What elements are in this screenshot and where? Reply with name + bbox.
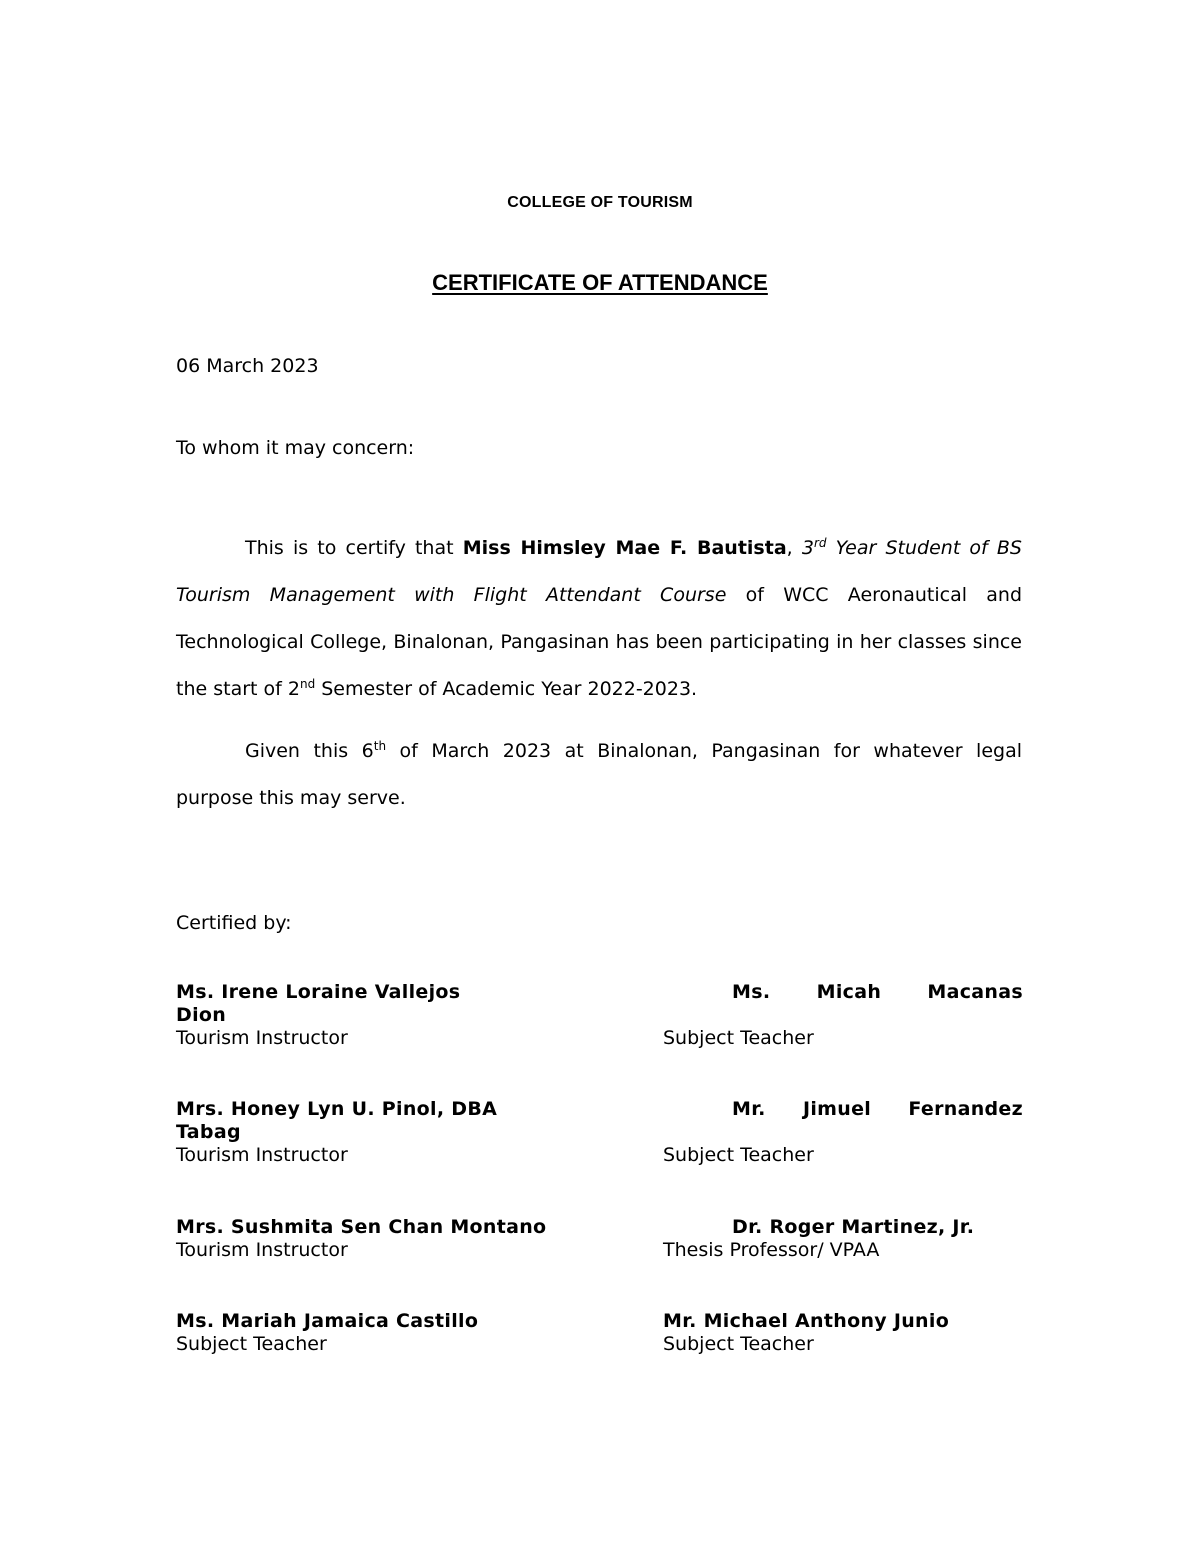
semester-ordinal: nd bbox=[299, 677, 316, 691]
signatory-2-name bbox=[663, 981, 1023, 1004]
para2-lead: Given this 6 bbox=[245, 740, 374, 762]
signatory-6-name: Dr. Roger Martinez, Jr. bbox=[732, 1216, 975, 1238]
signatory-4-name-word: Fernandez bbox=[908, 1098, 1023, 1120]
signatory-5 bbox=[176, 1216, 636, 1262]
signatory-3 bbox=[176, 1098, 506, 1167]
signatory-4-role: Subject Teacher bbox=[663, 1144, 814, 1166]
student-name: Miss Himsley Mae F. Bautista bbox=[462, 537, 787, 559]
signatory-5-name: Mrs. Sushmita Sen Chan Montano bbox=[176, 1216, 547, 1238]
signatory-8-role: Subject Teacher bbox=[663, 1333, 814, 1355]
signatory-7-role: Subject Teacher bbox=[176, 1333, 327, 1355]
letter-date: 06 March 2023 bbox=[176, 355, 319, 377]
salutation: To whom it may concern: bbox=[176, 437, 415, 459]
signatory-7 bbox=[176, 1310, 636, 1356]
signatory-6-role: Thesis Professor/ VPAA bbox=[663, 1239, 880, 1261]
signatory-1-name-cont: Dion bbox=[176, 1004, 227, 1026]
college-heading: COLLEGE OF TOURISM bbox=[507, 194, 693, 211]
signatory-2-name-word: Macanas bbox=[927, 981, 1023, 1003]
signatory-2-name-word: Ms. bbox=[732, 981, 771, 1003]
signatory-4-name bbox=[663, 1098, 1023, 1121]
signatory-7-name: Ms. Mariah Jamaica Castillo bbox=[176, 1310, 479, 1332]
signatory-3-name-cont: Tabag bbox=[176, 1121, 241, 1143]
signatory-3-name: Mrs. Honey Lyn U. Pinol, DBA bbox=[176, 1098, 498, 1120]
para1-tail: Semester of Academic Year 2022-2023. bbox=[315, 678, 698, 700]
certificate-title: CERTIFICATE OF ATTENDANCE bbox=[432, 270, 768, 295]
signatory-4-name-word: Mr. bbox=[732, 1098, 766, 1120]
institution-text: of WCC Aeronautical and Technological College, Binalonan, Pangasinan has been participating in her classes since the start of 2 bbox=[176, 584, 1022, 700]
signatory-6 bbox=[663, 1216, 1023, 1262]
para1-lead: This is to certify that bbox=[245, 537, 463, 559]
certified-by-label: Certified by: bbox=[176, 912, 292, 934]
signatory-4-name-word: Jimuel bbox=[802, 1098, 872, 1120]
signatory-2-name-word: Micah bbox=[816, 981, 882, 1003]
signatory-4 bbox=[663, 1098, 1023, 1167]
certification-paragraph bbox=[176, 525, 1022, 713]
para1-comma: , bbox=[786, 537, 802, 559]
day-ordinal: th bbox=[373, 739, 387, 753]
signatory-2 bbox=[663, 981, 1023, 1050]
year-number: 3 bbox=[801, 537, 814, 559]
signatory-3-role: Tourism Instructor bbox=[176, 1144, 348, 1166]
signatory-1-role: Tourism Instructor bbox=[176, 1027, 348, 1049]
signatory-8-name: Mr. Michael Anthony Junio bbox=[663, 1310, 950, 1332]
year-ordinal: rd bbox=[813, 536, 827, 550]
signatory-5-role: Tourism Instructor bbox=[176, 1239, 348, 1261]
program-name: Year Student of BS Tourism Management with Flight Attendant Course bbox=[176, 537, 1022, 606]
signatory-8 bbox=[663, 1310, 1023, 1356]
signatory-1 bbox=[176, 981, 506, 1050]
para2-tail: of March 2023 at Binalonan, Pangasinan for whatever legal purpose this may serve. bbox=[176, 740, 1022, 809]
signatory-1-name: Ms. Irene Loraine Vallejos bbox=[176, 981, 461, 1003]
given-paragraph bbox=[176, 728, 1022, 822]
signatory-2-role: Subject Teacher bbox=[663, 1027, 814, 1049]
